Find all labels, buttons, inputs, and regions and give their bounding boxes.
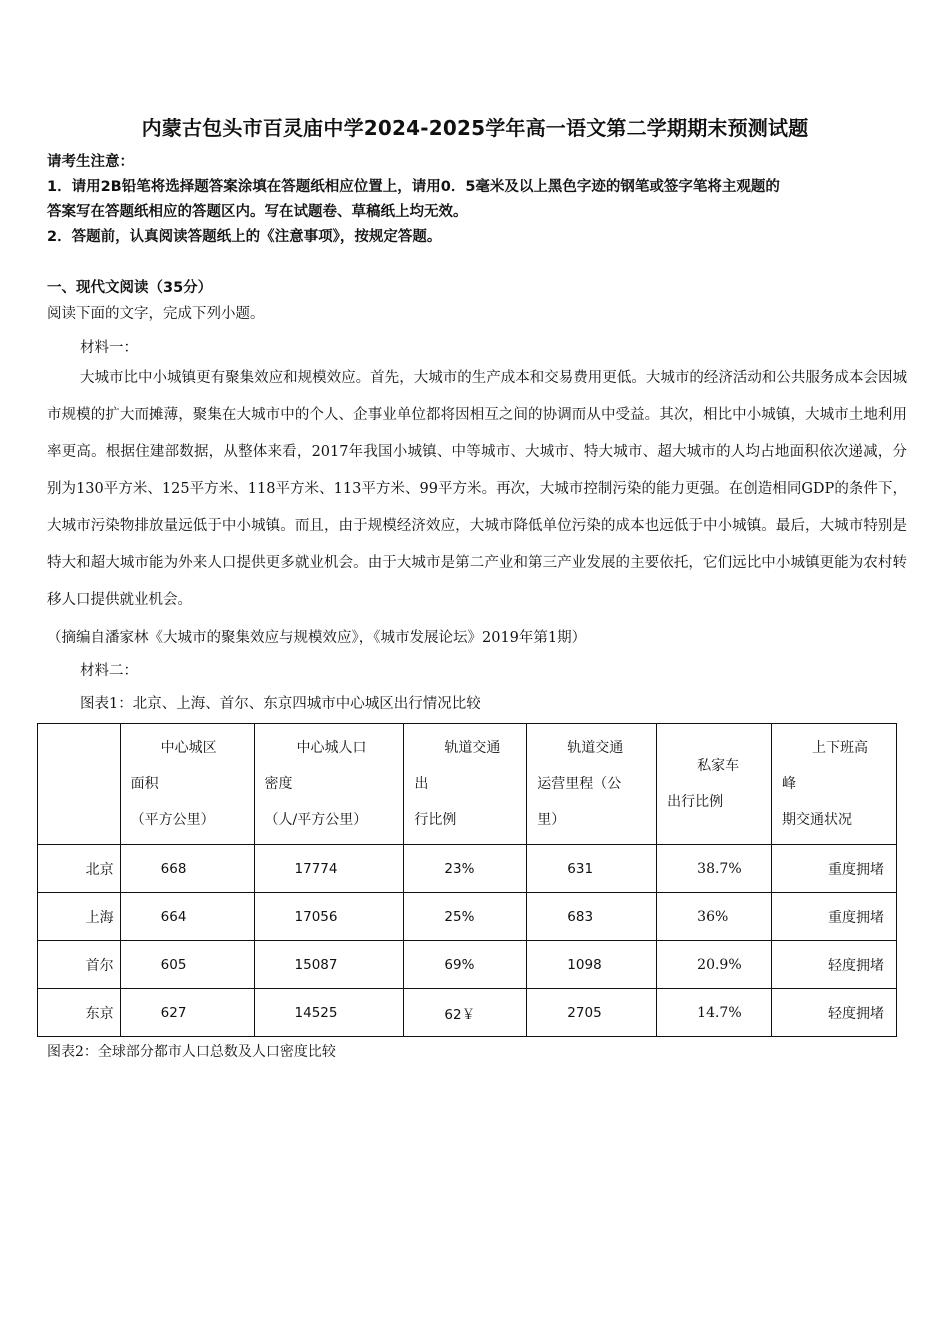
header-text: 密度 (264, 776, 293, 792)
material-1-source: （摘编自潘家林《大城市的聚集效应与规模效应》，《城市发展论坛》2019年第1期） (47, 630, 587, 646)
table-header-row (38, 724, 897, 845)
table-row (38, 893, 897, 941)
rail-km-value: 683 (527, 893, 657, 941)
header-text: 面积 (130, 776, 159, 792)
header-text: 轨道交通 (444, 740, 501, 756)
header-text: 期交通状况 (782, 812, 853, 828)
density-value: 15087 (254, 941, 404, 989)
table-2-caption: 图表2：全球部分都市人口总数及人口密度比较 (47, 1044, 336, 1060)
header-text: 出行比例 (667, 794, 724, 810)
car-share-value: 14.7% (657, 989, 772, 1037)
density-value: 14525 (254, 989, 404, 1037)
area-value: 627 (120, 989, 254, 1037)
table-1-caption: 图表1：北京、上海、首尔、东京四城市中心城区出行情况比较 (80, 696, 481, 712)
area-value: 664 (120, 893, 254, 941)
rail-share-value: 62￥ (404, 989, 527, 1037)
city-name: 北京 (38, 845, 121, 893)
header-text: 里） (537, 812, 566, 828)
city-name: 首尔 (38, 941, 121, 989)
header-text: 轨道交通 (567, 740, 624, 756)
traffic-status: 重度拥堵 (772, 893, 897, 941)
header-cell-rail-share (404, 724, 527, 845)
header-text: （人/平方公里） (264, 812, 368, 828)
header-text: 中心城人口 (296, 740, 367, 756)
header-text: 运营里程（公 (537, 776, 622, 792)
rail-share-value: 23% (404, 845, 527, 893)
header-cell-traffic (772, 724, 897, 845)
header-cell-area (120, 724, 254, 845)
car-share-value: 20.9% (657, 941, 772, 989)
header-text: （平方公里） (130, 812, 215, 828)
header-cell-density (254, 724, 404, 845)
header-text: 私家车 (697, 758, 740, 774)
rail-km-value: 1098 (527, 941, 657, 989)
notice-item-1-line-2: 答案写在答题纸相应的答题区内。写在试题卷、草稿纸上均无效。 (47, 204, 468, 220)
header-cell-rail-km (527, 724, 657, 845)
car-share-value: 38.7% (657, 845, 772, 893)
rail-share-value: 69% (404, 941, 527, 989)
notice-item-2: 2．答题前，认真阅读答题纸上的《注意事项》，按规定答题。 (47, 229, 442, 245)
header-text: 行比例 (414, 812, 457, 828)
header-cell-car-share (657, 724, 772, 845)
density-value: 17774 (254, 845, 404, 893)
header-text: 上下班高 (812, 740, 869, 756)
table-row (38, 845, 897, 893)
traffic-status: 轻度拥堵 (772, 941, 897, 989)
city-name: 东京 (38, 989, 121, 1037)
page-title: 内蒙古包头市百灵庙中学2024-2025学年高一语文第二学期期末预测试题 (141, 116, 809, 140)
header-text: 出 (414, 776, 429, 792)
rail-km-value: 631 (527, 845, 657, 893)
material-1-label: 材料一： (80, 340, 138, 356)
city-name: 上海 (38, 893, 121, 941)
material-2-label: 材料二： (80, 663, 138, 679)
traffic-status: 重度拥堵 (772, 845, 897, 893)
density-value: 17056 (254, 893, 404, 941)
section-heading: 一、现代文阅读（35分） (47, 280, 213, 296)
city-commute-table (37, 723, 897, 1037)
notice-heading: 请考生注意： (47, 154, 134, 170)
table-row (38, 989, 897, 1037)
header-text: 中心城区 (160, 740, 217, 756)
header-cell-empty (38, 724, 121, 845)
rail-share-value: 25% (404, 893, 527, 941)
notice-block (47, 150, 907, 250)
car-share-value: 36% (657, 893, 772, 941)
area-value: 668 (120, 845, 254, 893)
header-text: 峰 (782, 776, 797, 792)
reading-instruction: 阅读下面的文字，完成下列小题。 (47, 306, 265, 322)
notice-item-1-line-1: 1．请用2B铅笔将选择题答案涂填在答题纸相应位置上，请用0．5毫米及以上黑色字迹的钢笔或签字笔将主观题的 (47, 179, 780, 195)
traffic-status: 轻度拥堵 (772, 989, 897, 1037)
area-value: 605 (120, 941, 254, 989)
table-row (38, 941, 897, 989)
rail-km-value: 2705 (527, 989, 657, 1037)
material-1-paragraph: 大城市比中小城镇更有聚集效应和规模效应。首先，大城市的生产成本和交易费用更低。大城市的经济活动和公共服务成本会因城市规模的扩大而摊薄，聚集在大城市中的个人、企事业单位都将因相互之间的协调而从中受益。其次，相比中小城镇，大城市土地利用率更高。根据住建部数据，从整体来看，2017年我国小城镇、中等城市、大城市、特大城市、超大城市的人均占地面积依次递减，分别为130平方米、125平方米、118平方米、113平方米、99平方米。再次，大城市控制污染的能力更强。在创造相同GDP的条件下，大城市污染物排放量远低于中小城镇。而且，由于规模经济效应，大城市降低单位污染的成本也远低于中小城镇。最后，大城市特别是特大和超大城市能为外来人口提供更多就业机会。由于大城市是第二产业和第三产业发展的主要依托，它们远比中小城镇更能为农村转移人口提供就业机会。 (47, 370, 907, 608)
